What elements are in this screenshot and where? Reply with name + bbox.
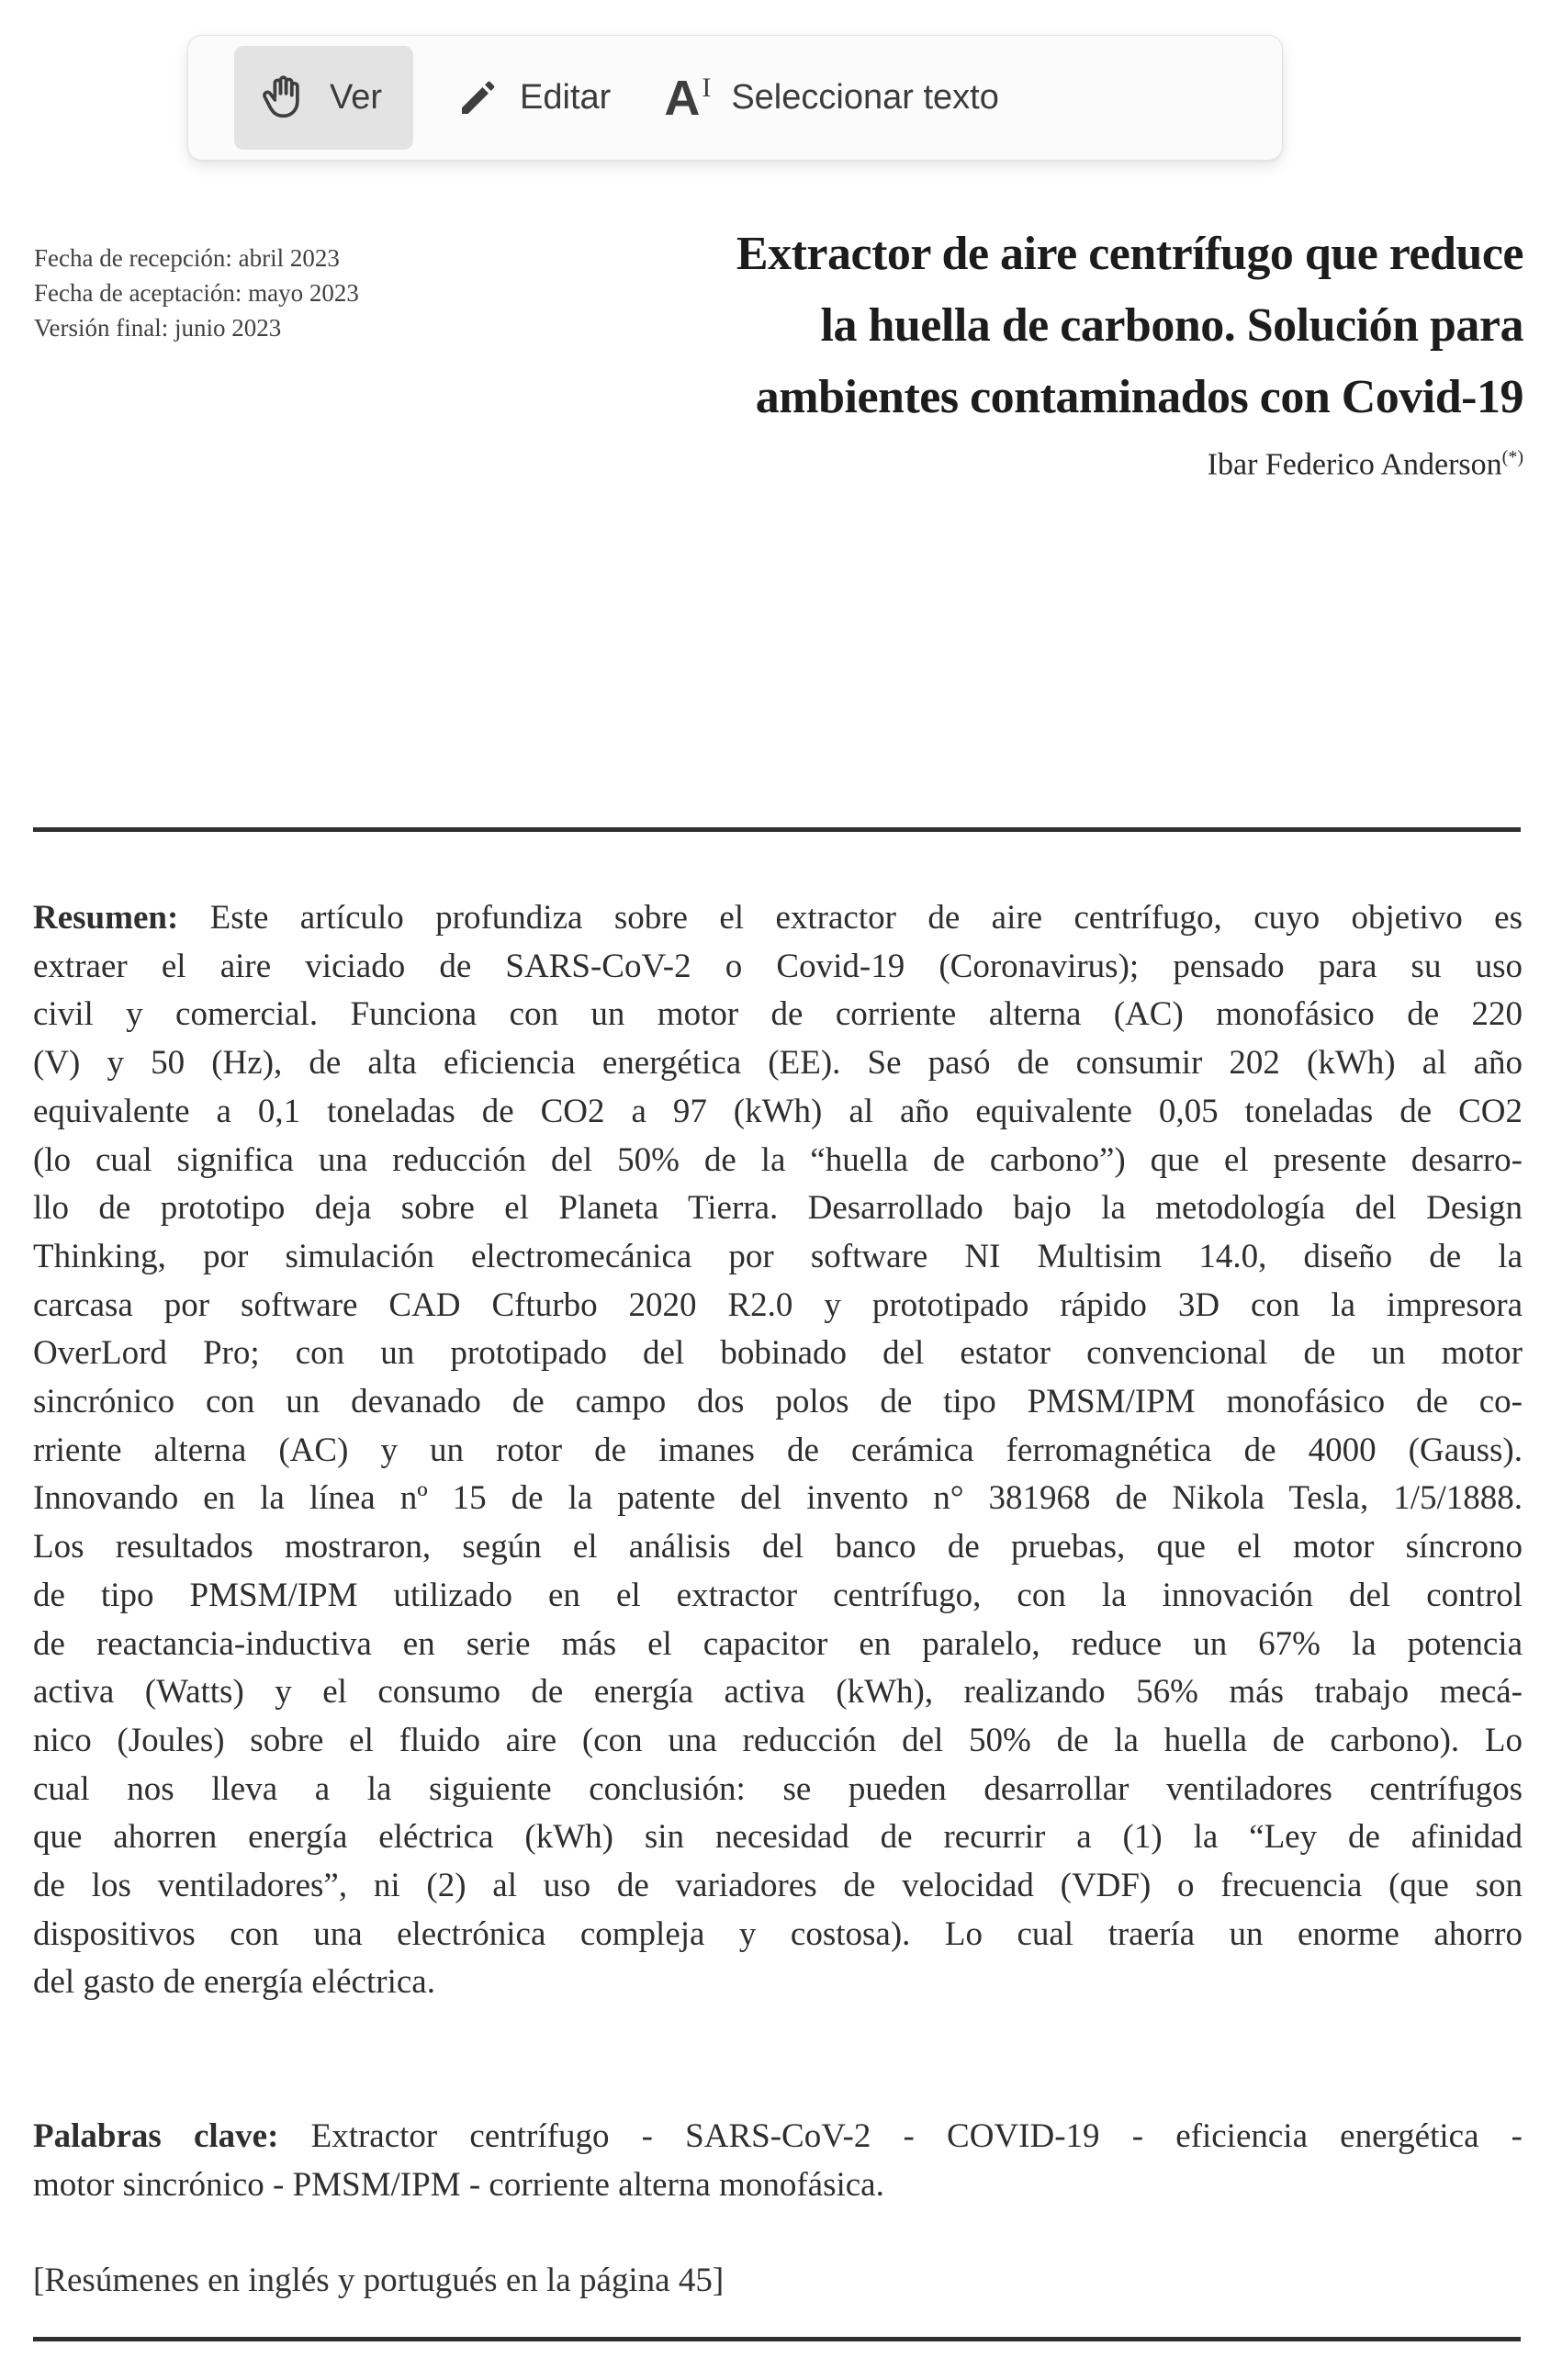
divider-bottom — [33, 2337, 1521, 2341]
abstract-label: Resumen: — [33, 899, 179, 937]
text-cursor-icon: A I — [664, 70, 712, 126]
article-title-line: ambientes contaminados con Covid-19 — [755, 371, 1523, 423]
keywords-label: Palabras clave: — [33, 2117, 279, 2155]
article-title-line: Extractor de aire centrífugo que reduce — [736, 228, 1523, 280]
abstract-line: de los ventiladores”, ni (2) al uso de variadores de velocidad (VDF) o frecuencia (que son — [33, 1867, 1523, 1905]
abstract-line: (V) y 50 (Hz), de alta eficiencia energética (EE). Se pasó de consumir 202 (kWh) al año — [33, 1044, 1523, 1083]
abstract-line: dispositivos con una electrónica compleja y costosa). Lo cual traería un enorme ahorro — [33, 1914, 1523, 1953]
select-text-tool-button[interactable] — [664, 70, 999, 126]
divider-top — [33, 827, 1521, 832]
submission-date-line: Fecha de aceptación: mayo 2023 — [34, 279, 359, 307]
keywords-first-line — [33, 2112, 1523, 2161]
abstract-line: del gasto de energía eléctrica. — [33, 1963, 435, 2002]
hand-pan-icon — [258, 73, 309, 124]
abstract-line: OverLord Pro; con un prototipado del bobinado del estator convencional de un motor — [33, 1334, 1523, 1373]
keywords-first-line-text: Extractor centrífugo - SARS-CoV-2 - COVID-19 - eficiencia energética - — [278, 2117, 1523, 2155]
abstract-line: activa (Watts) y el consumo de energía activa (kWh), realizando 56% más trabajo mecá- — [33, 1673, 1523, 1712]
abstract-line: carcasa por software CAD Cfturbo 2020 R2.0 y prototipado rápido 3D con la impresora — [33, 1285, 1523, 1324]
article-title-line: la huella de carbono. Solución para — [820, 299, 1523, 352]
submission-date-line: Versión final: junio 2023 — [34, 314, 282, 342]
abstract-first-line-text: Este artículo profundiza sobre el extractor de aire centrífugo, cuyo objetivo es — [178, 899, 1523, 937]
abstract-line: equivalente a 0,1 toneladas de CO2 a 97 (kWh) al año equivalente 0,05 toneladas de CO2 — [33, 1092, 1523, 1130]
abstract-line: de tipo PMSM/IPM utilizado en el extractor centrífugo, con la innovación del control — [33, 1576, 1523, 1614]
abstract-paragraph — [33, 894, 1523, 2007]
abstract-line: (lo cual significa una reducción del 50% de la “huella de carbono”) que el presente desarro- — [33, 1140, 1523, 1179]
author-footnote-marker: (*) — [1501, 447, 1523, 467]
abstract-line: Los resultados mostraron, según el análisis del banco de pruebas, que el motor síncrono — [33, 1528, 1523, 1566]
edit-tool-label: Editar — [520, 78, 612, 117]
author-name — [440, 436, 1523, 486]
article-title — [440, 219, 1523, 433]
abstract-line: extraer el aire viciado de SARS-CoV-2 o Covid-19 (Coronavirus); pensado para su uso — [33, 947, 1523, 985]
translations-note: [Resúmenes en inglés y portugués en la página 45] — [33, 2262, 725, 2299]
abstract-body-lines — [33, 943, 1523, 2007]
keywords-last-line: motor sincrónico - PMSM/IPM - corriente alterna monofásica. — [33, 2166, 884, 2204]
abstract-line: cual nos lleva a la siguiente conclusión: se pueden desarrollar ventiladores centrífugos — [33, 1769, 1523, 1808]
select-text-tool-label: Seleccionar texto — [731, 78, 999, 117]
abstract-line: civil y comercial. Funciona con un motor de corriente alterna (AC) monofásico de 220 — [33, 995, 1523, 1034]
view-tool-label: Ver — [330, 78, 383, 117]
abstract-line: llo de prototipo deja sobre el Planeta Tierra. Desarrollado bajo la metodología del Design — [33, 1189, 1523, 1228]
abstract-line: Thinking, por simulación electromecánica por software NI Multisim 14.0, diseño de la — [33, 1237, 1523, 1275]
abstract-line: de reactancia-inductiva en serie más el capacitor en paralelo, reduce un 67% la potencia — [33, 1624, 1523, 1663]
abstract-line: sincrónico con un devanado de campo dos polos de tipo PMSM/IPM monofásico de co- — [33, 1383, 1523, 1421]
submission-date-line: Fecha de recepción: abril 2023 — [34, 244, 340, 272]
abstract-line: Innovando en la línea nº 15 de la patente del invento n° 381968 de Nikola Tesla, 1/5/1888. — [33, 1479, 1523, 1518]
view-tool-button[interactable] — [234, 46, 413, 150]
edit-tool-button[interactable] — [455, 76, 611, 120]
abstract-first-line — [33, 894, 1523, 943]
abstract-line: nico (Joules) sobre el fluido aire (con una reducción del 50% de la huella de carbono). Lo — [33, 1721, 1523, 1759]
title-block — [440, 219, 1523, 486]
abstract-line: que ahorren energía eléctrica (kWh) sin necesidad de recurrir a (1) la “Ley de afinidad — [33, 1818, 1523, 1857]
author-name-text: Ibar Federico Anderson — [1207, 447, 1502, 482]
submission-dates — [34, 241, 359, 345]
abstract-line: rriente alterna (AC) y un rotor de imanes de cerámica ferromagnética de 4000 (Gauss). — [33, 1431, 1523, 1469]
pencil-icon — [455, 76, 500, 120]
keywords-paragraph — [33, 2112, 1523, 2209]
viewer-toolbar — [187, 35, 1283, 161]
